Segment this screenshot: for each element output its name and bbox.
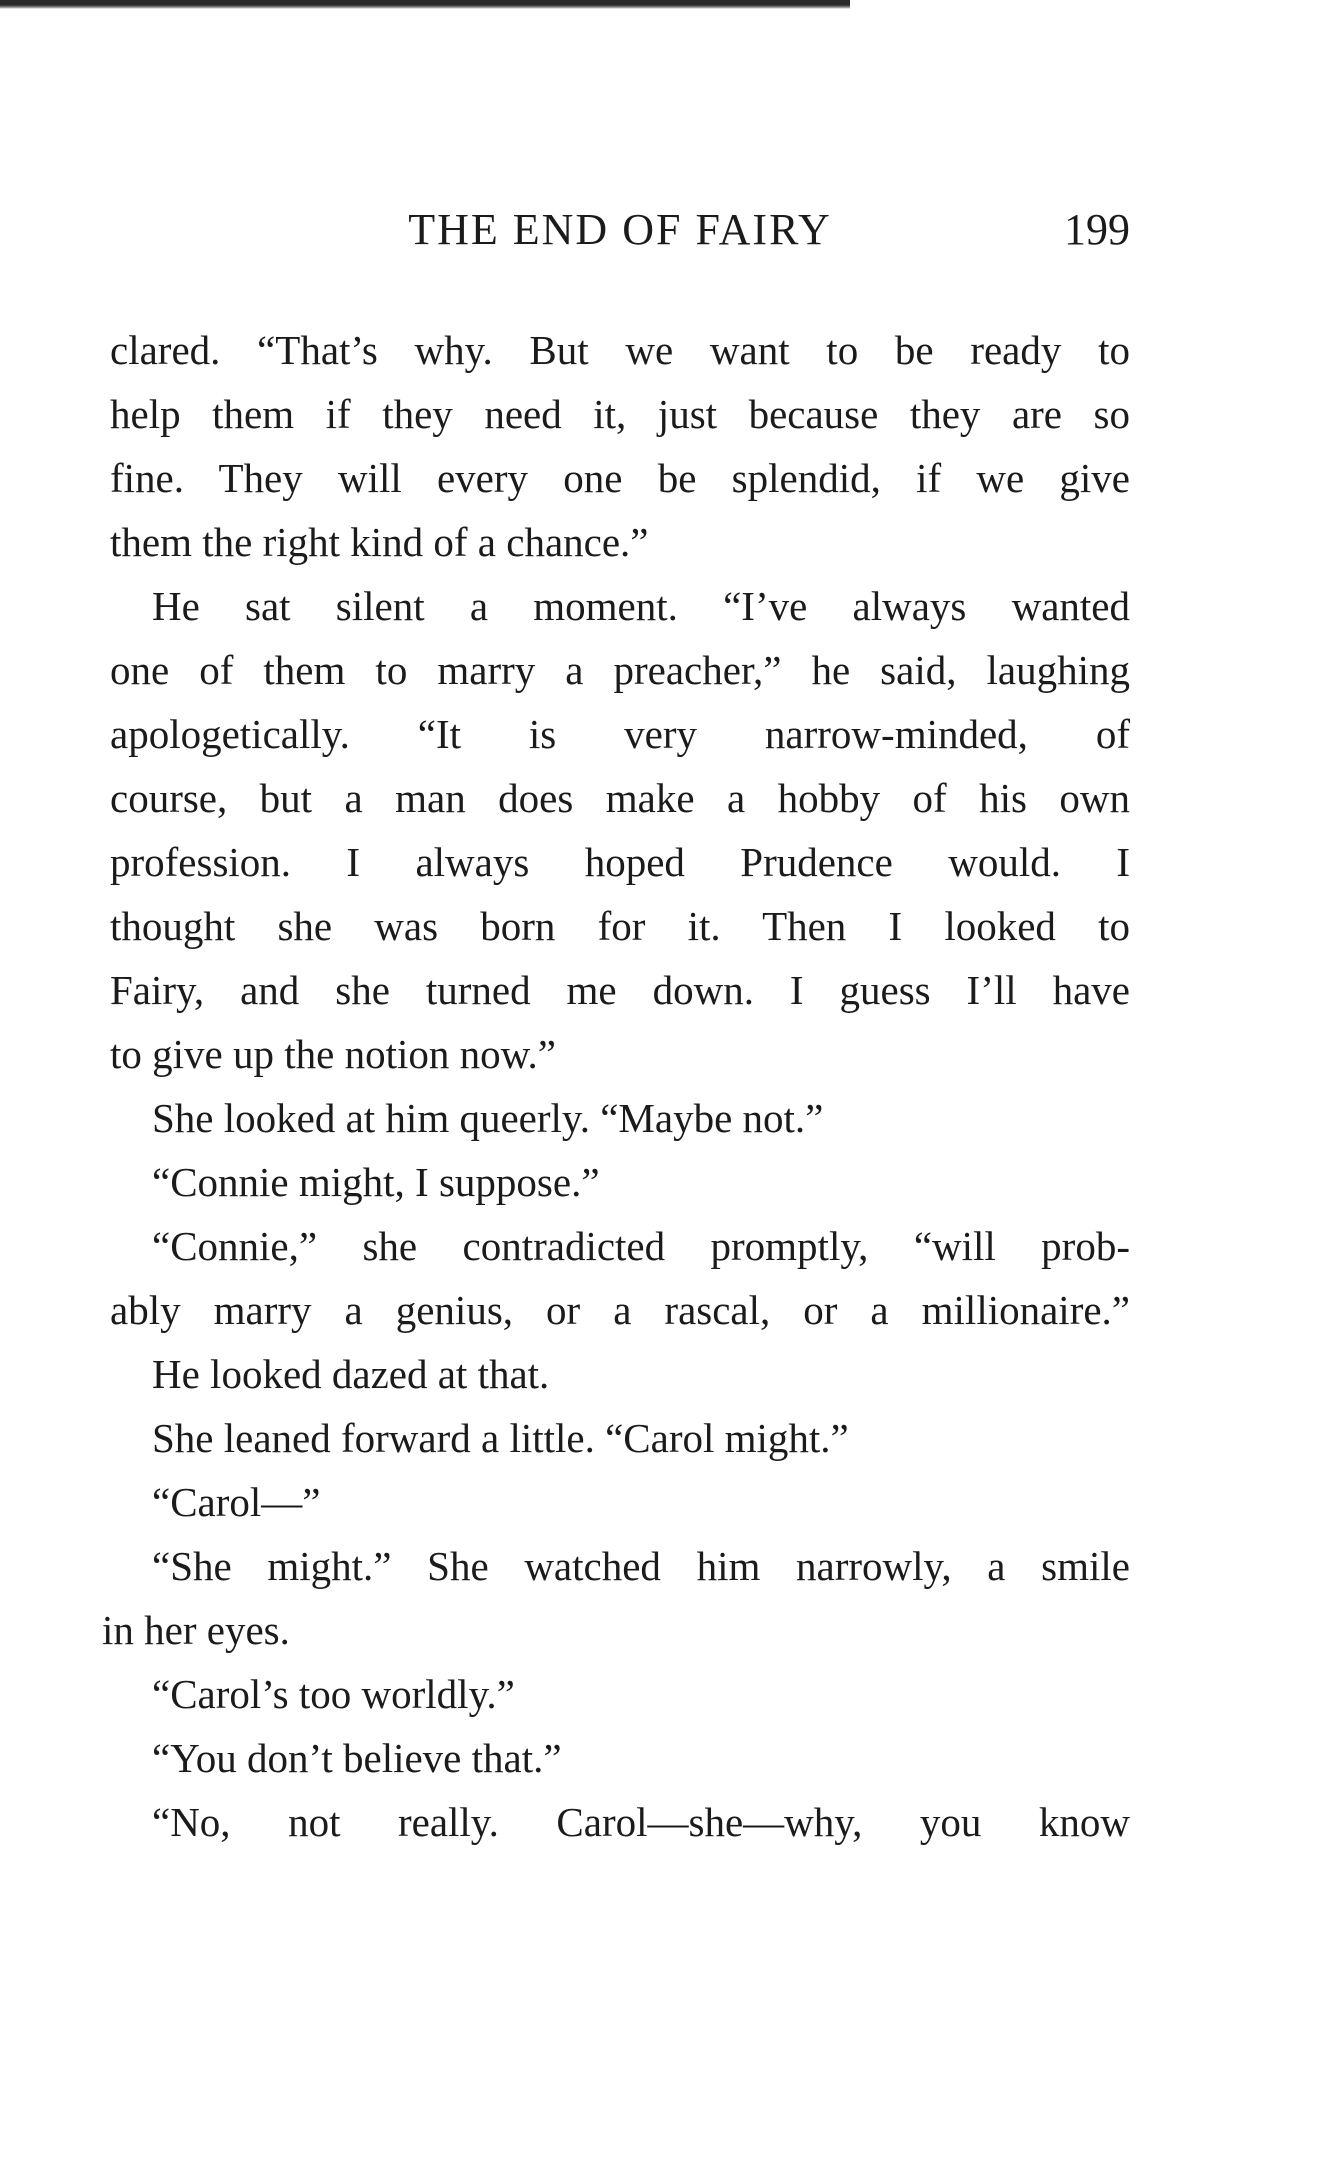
text-line: “Connie,” she contradicted promptly, “will prob- xyxy=(152,1223,1130,1269)
page-header xyxy=(110,200,1130,260)
text-line: She looked at him queerly. “Maybe not.” xyxy=(152,1095,824,1141)
text-line: fine. They will every one be splendid, if we give xyxy=(110,455,1130,501)
top-rule xyxy=(0,0,850,9)
text-line: “Connie might, I suppose.” xyxy=(152,1159,600,1205)
text-line: ably marry a genius, or a rascal, or a millionaire.” xyxy=(110,1287,1130,1333)
text-line: He looked dazed at that. xyxy=(152,1351,550,1397)
text-line: help them if they need it, just because they are so xyxy=(110,391,1130,437)
text-line: Fairy, and she turned me down. I guess I’ll have xyxy=(110,967,1130,1013)
text-line: thought she was born for it. Then I looked to xyxy=(110,903,1130,949)
page-number: 199 xyxy=(1064,205,1130,254)
running-head: THE END OF FAIRY xyxy=(408,205,832,254)
text-line: “She might.” She watched him narrowly, a smile xyxy=(152,1543,1130,1589)
text-line: He sat silent a moment. “I’ve always wanted xyxy=(152,583,1130,629)
text-line: “Carol’s too worldly.” xyxy=(152,1671,515,1717)
text-line: apologetically. “It is very narrow-minded, of xyxy=(110,711,1130,757)
text-line: profession. I always hoped Prudence would. I xyxy=(110,839,1130,885)
text-line: clared. “That’s why. But we want to be ready to xyxy=(110,327,1130,373)
text-line: one of them to marry a preacher,” he said, laughing xyxy=(110,647,1130,693)
text-line: She leaned forward a little. “Carol might.” xyxy=(152,1415,849,1461)
text-line: course, but a man does make a hobby of his own xyxy=(110,775,1130,821)
body-text xyxy=(102,318,1130,1854)
text-line: them the right kind of a chance.” xyxy=(110,519,649,565)
text-line: “Carol—” xyxy=(152,1479,321,1525)
text-line: “No, not really. Carol—she—why, you know xyxy=(152,1799,1130,1845)
text-line: to give up the notion now.” xyxy=(110,1031,556,1077)
text-line: “You don’t believe that.” xyxy=(152,1735,562,1781)
text-line: in her eyes. xyxy=(102,1607,290,1653)
